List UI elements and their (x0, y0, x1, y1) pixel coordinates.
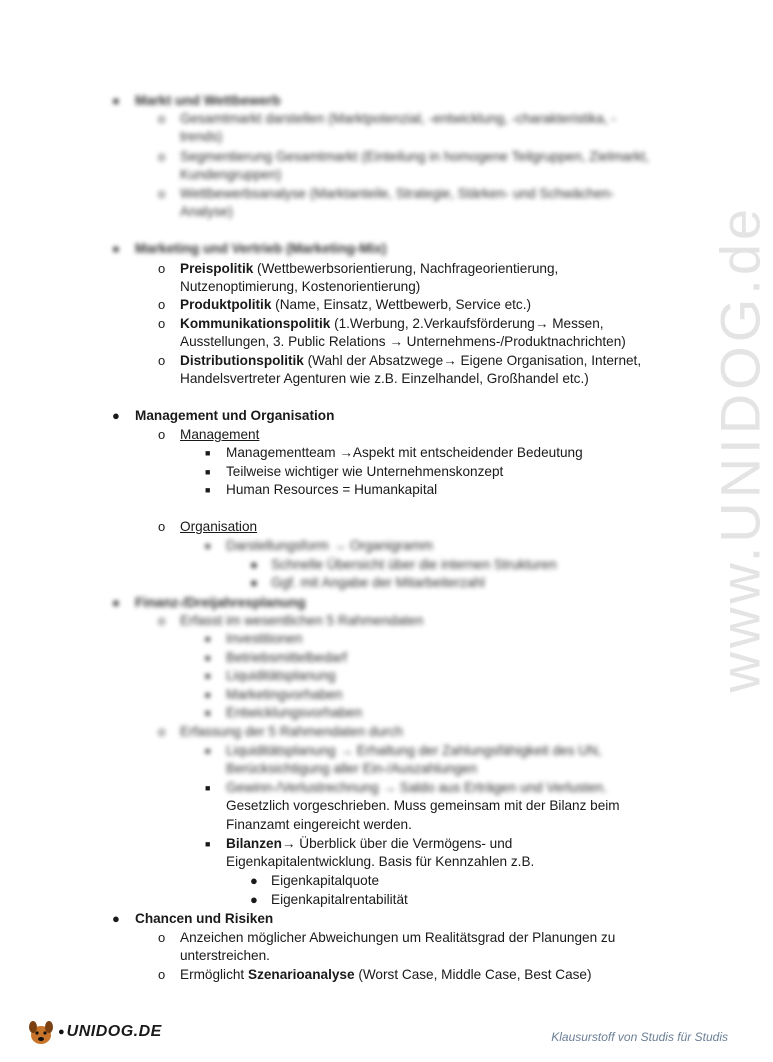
preispolitik-cont: Nutzenoptimierung, Kostenorientierung) (180, 279, 421, 294)
markt-item: Wettbewerbsanalyse (Marktanteile, Strategie, Stärken- und Schwächen- (180, 186, 615, 201)
guv-line: Gewinn-/Verlustrechnung → Saldo aus Erträgen und Verlusten. (226, 780, 607, 795)
preispolitik-line (180, 260, 558, 278)
kommunikationspolitik-text: (1.Werbung, 2.Verkaufsförderung→ Messen, (330, 316, 604, 331)
bilanzen-label: Bilanzen (226, 836, 282, 851)
management-item: Human Resources = Humankapital (226, 482, 438, 497)
szenarioanalyse-line (180, 966, 592, 984)
preispolitik-label: Preispolitik (180, 261, 254, 276)
szenarioanalyse-text: (Worst Case, Middle Case, Best Case) (354, 967, 592, 982)
finanz-subheading: Erfasst im wesentlichen 5 Rahmendaten (180, 613, 424, 628)
management-item: Managementteam →Aspekt mit entscheidender Bedeutung (226, 445, 583, 460)
bullet-square: ■ (205, 690, 211, 700)
finanz-item: Investitionen (226, 631, 303, 646)
bullet-circle: o (158, 353, 166, 368)
bilanzen-subitem: Eigenkapitalquote (271, 873, 380, 888)
kommunikationspolitik-line (180, 315, 604, 333)
finanz-item: Liquiditätsplanung (226, 668, 336, 683)
bullet-circle: o (158, 297, 166, 312)
markt-item: Kundengruppen) (180, 167, 282, 182)
finanz-item: Betriebsmittelbedarf (226, 650, 347, 665)
bullet-square: ■ (205, 746, 211, 756)
heading-markt: Markt und Wettbewerb (135, 93, 281, 108)
szenarioanalyse-pre: Ermöglicht (180, 967, 248, 982)
watermark: www.UNIDOG.de (708, 204, 772, 693)
distributionspolitik-text: (Wahl der Absatzwege→ Eigene Organisation, Internet, (303, 353, 642, 368)
bullet-circle: o (158, 261, 166, 276)
subheading-organisation: Organisation (180, 519, 258, 534)
produktpolitik-label: Produktpolitik (180, 297, 272, 312)
bilanzen-line (226, 835, 512, 853)
preispolitik-text: (Wettbewerbsorientierung, Nachfrageorientierung, (253, 261, 559, 276)
produktpolitik-text: (Name, Einsatz, Wettbewerb, Service etc.) (271, 297, 532, 312)
bullet-circle: o (158, 186, 166, 201)
chancen-item-cont: unterstreichen. (180, 948, 270, 963)
bullet-dot: ● (250, 575, 258, 590)
bullet-circle: o (158, 930, 166, 945)
bilanzen-subitem: Eigenkapitalrentabilität (271, 892, 408, 907)
heading-finanz: Finanz-/Dreijahresplanung (135, 595, 306, 610)
bullet-dot: ● (112, 595, 120, 610)
bullet-dot: ● (112, 93, 120, 108)
bullet-circle: o (158, 149, 166, 164)
markt-item: Segmentierung Gesamtmarkt (Einteilung in homogene Teilgruppen, Zielmarkt, (180, 149, 649, 164)
bullet-square: ■ (205, 467, 211, 477)
organisation-subitem: Ggf. mit Angabe der Mitarbeiterzahl (271, 575, 485, 590)
bullet-square: ■ (205, 708, 211, 718)
bullet-circle: o (158, 967, 166, 982)
bullet-circle: o (158, 613, 166, 628)
heading-chancen: Chancen und Risiken (135, 911, 274, 926)
finanz-subheading: Erfassung der 5 Rahmendaten durch (180, 724, 403, 739)
kommunikationspolitik-label: Kommunikationspolitik (180, 316, 331, 331)
bullet-dot: ● (250, 873, 258, 888)
organisation-subitem: Schnelle Übersicht über die internen Strukturen (271, 557, 557, 572)
liquiditaet-line: Liquiditätsplanung → Erhaltung der Zahlungsfähigkeit des UN, (226, 743, 602, 758)
logo-text: UNIDOG.DE (66, 1023, 162, 1040)
bullet-circle: o (158, 519, 166, 534)
bullet-dot: ● (250, 892, 258, 907)
bullet-square: ■ (205, 485, 211, 495)
bullet-square: ■ (205, 653, 211, 663)
kommunikationspolitik-cont: Ausstellungen, 3. Public Relations → Unternehmens-/Produktnachrichten) (180, 334, 626, 349)
bullet-square: ■ (205, 783, 211, 793)
bullet-dot: ● (250, 557, 258, 572)
bullet-circle: o (158, 427, 166, 442)
produktpolitik-line (180, 296, 531, 314)
unidog-logo (26, 1018, 162, 1046)
liquiditaet-cont: Berücksichtigung aller Ein-/Auszahlungen (226, 761, 477, 776)
bullet-square: ■ (205, 448, 211, 458)
bullet-square: ■ (205, 634, 211, 644)
dog-mascot-icon (26, 1018, 56, 1046)
chancen-item: Anzeichen möglicher Abweichungen um Realitätsgrad der Planungen zu (180, 930, 616, 945)
markt-item: Analyse) (180, 204, 233, 219)
markt-item: trends) (180, 129, 223, 144)
bullet-circle: o (158, 316, 166, 331)
bullet-dot: ● (112, 408, 120, 423)
paw-icon: ● (58, 1026, 65, 1038)
organisation-item: Darstellungsform → Organigramm (226, 538, 433, 553)
bullet-square: ■ (205, 541, 211, 551)
finanz-item: Marketingvorhaben (226, 687, 343, 702)
bilanzen-text: → Überblick über die Vermögens- und (281, 836, 513, 851)
management-item: Teilweise wichtiger wie Unternehmenskonzept (226, 464, 504, 479)
footer-tagline: Klausurstoff von Studis für Studis (551, 1030, 728, 1044)
bullet-dot: ● (112, 241, 120, 256)
bilanzen-cont: Eigenkapitalentwicklung. Basis für Kennzahlen z.B. (226, 854, 535, 869)
bullet-dot: ● (112, 911, 120, 926)
subheading-management: Management (180, 427, 260, 442)
heading-marketing: Marketing und Vertrieb (Marketing-Mix) (135, 241, 387, 256)
distributionspolitik-line (180, 352, 641, 370)
guv-cont: Finanzamt eingereicht werden. (226, 817, 412, 832)
markt-item: Gesamtmarkt darstellen (Marktpotenzial, -entwicklung, -charakteristika, - (180, 111, 616, 126)
distributionspolitik-label: Distributionspolitik (180, 353, 304, 368)
szenarioanalyse-label: Szenarioanalyse (248, 967, 355, 982)
bullet-circle: o (158, 724, 166, 739)
finanz-item: Entwicklungsvorhaben (226, 705, 363, 720)
heading-management: Management und Organisation (135, 408, 335, 423)
distributionspolitik-cont: Handelsvertreter Agenturen wie z.B. Einzelhandel, Großhandel etc.) (180, 371, 589, 386)
guv-cont: Gesetzlich vorgeschrieben. Muss gemeinsam mit der Bilanz beim (226, 798, 620, 813)
bullet-square: ■ (205, 839, 211, 849)
bullet-square: ■ (205, 671, 211, 681)
bullet-circle: o (158, 111, 166, 126)
